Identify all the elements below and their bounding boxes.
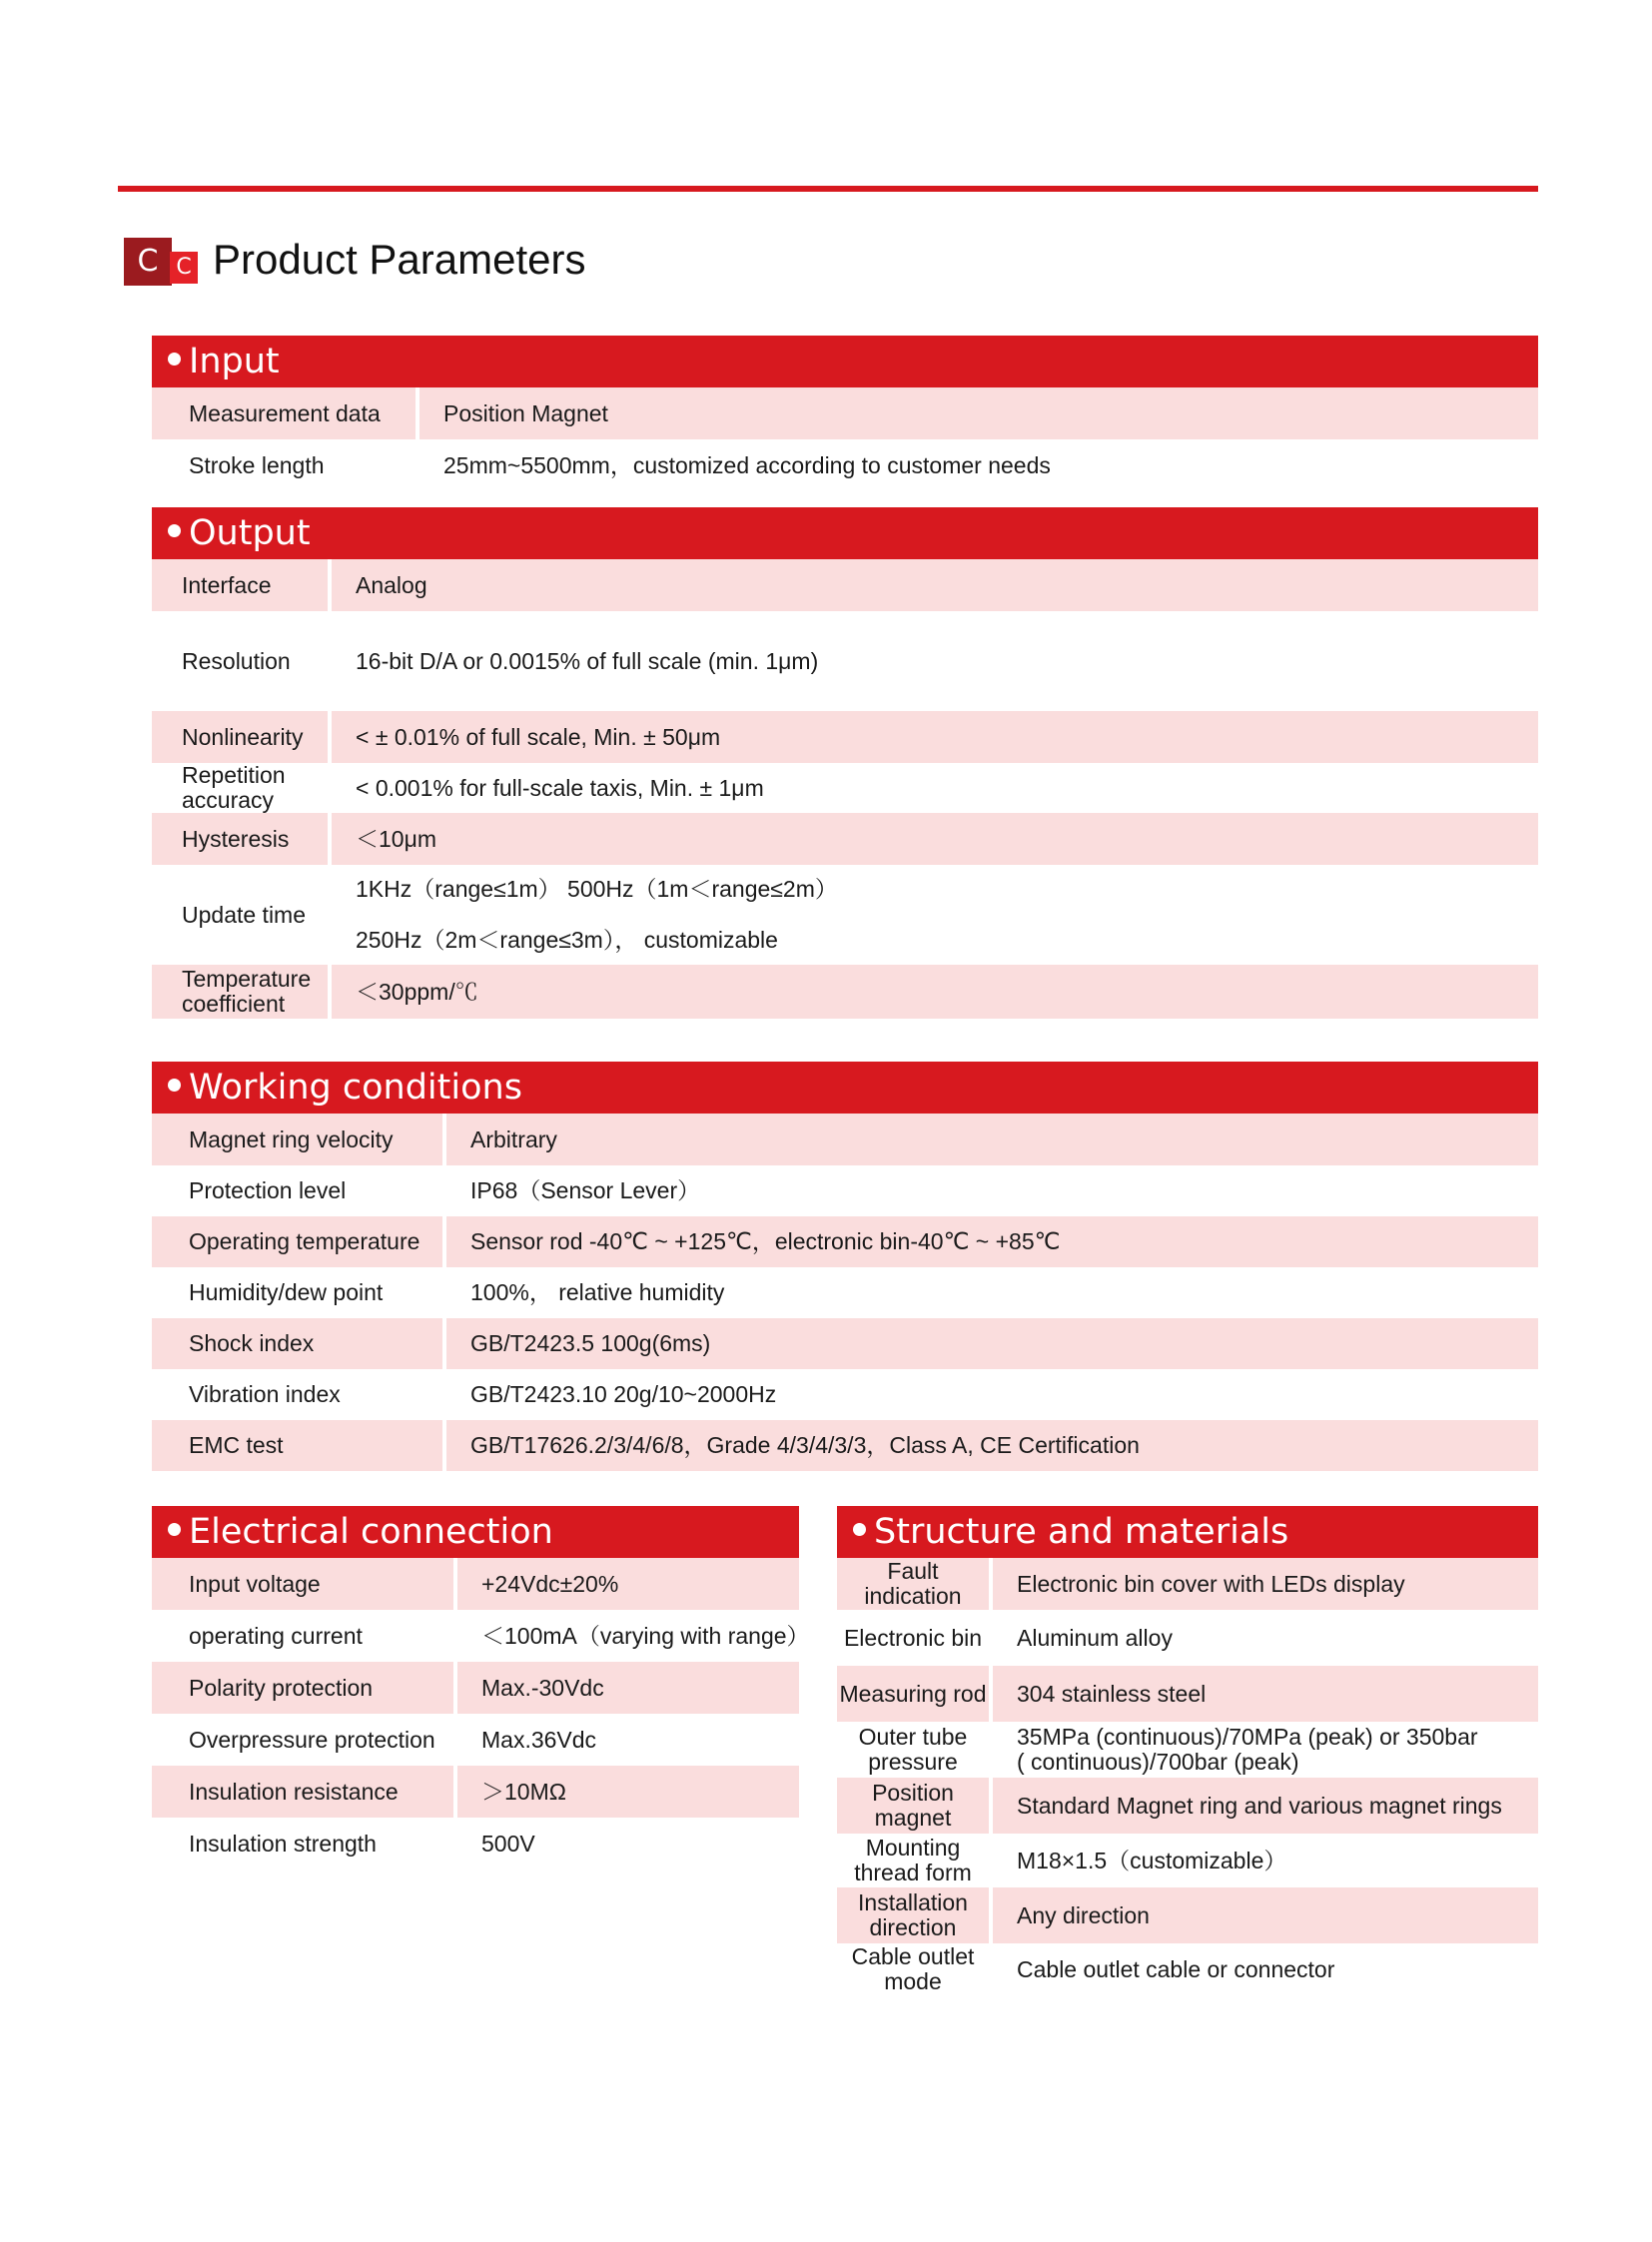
table-row (152, 1267, 1538, 1318)
param-value-line: ( continuous)/700bar (peak) (1017, 1749, 1299, 1775)
param-value (989, 1558, 1538, 1610)
param-value (989, 1834, 1538, 1887)
top-rule (118, 186, 1538, 192)
param-value (442, 1114, 1538, 1165)
param-label: Operating temperature (152, 1216, 442, 1267)
bullet-icon (168, 524, 181, 537)
table-row (152, 1662, 799, 1714)
table-row (152, 439, 1538, 491)
param-label: Resolution (182, 647, 291, 674)
section-title: Working conditions (189, 1068, 522, 1108)
brand-logo (124, 238, 194, 286)
table-row (152, 1714, 799, 1766)
param-value-line: ＜30ppm/℃ (356, 978, 478, 1005)
table-row (152, 965, 1538, 1019)
param-label: Update time (182, 901, 307, 928)
param-label: Temperature coefficient (152, 965, 328, 1019)
param-label: Protection level (189, 1177, 347, 1203)
param-value (989, 1887, 1538, 1943)
section-title: Input (189, 342, 280, 381)
section-header (837, 1506, 1538, 1558)
param-label: Shock index (152, 1318, 442, 1369)
param-value (328, 763, 1538, 813)
param-value-line: 500V (481, 1830, 535, 1857)
table-row (152, 711, 1538, 763)
param-label: Magnet ring velocity (152, 1114, 442, 1165)
section-working-conditions (152, 1062, 1538, 1471)
param-value-line: 25mm~5500mm，customized according to customer needs (443, 451, 1051, 478)
table-row (152, 1420, 1538, 1471)
section-structure-and-materials (837, 1506, 1538, 1995)
param-label: Electronic bin (843, 1624, 983, 1651)
param-value (442, 1318, 1538, 1369)
section-electrical-connection (152, 1506, 810, 1869)
param-value (989, 1943, 1538, 1995)
param-value (328, 611, 1538, 711)
table-row (152, 1558, 799, 1610)
table-row (152, 1114, 1538, 1165)
param-value (453, 1558, 799, 1610)
param-label: Vibration index (189, 1381, 341, 1407)
param-value-line: GB/T2423.5 100g(6ms) (470, 1330, 711, 1356)
table-row (152, 865, 1538, 965)
param-value (453, 1818, 799, 1869)
table-row (152, 1766, 799, 1818)
table-row (837, 1666, 1538, 1722)
param-label: Overpressure protection (189, 1726, 435, 1753)
section-title: Output (189, 513, 311, 553)
table-row (152, 387, 1538, 439)
section-input (152, 336, 1538, 491)
param-value-line: 1KHz（range≤1m） 500Hz（1m＜range≤2m） (356, 876, 838, 902)
param-label: Input voltage (152, 1558, 453, 1610)
param-value (453, 1766, 799, 1818)
table-row (152, 1818, 799, 1869)
table-row (152, 1610, 810, 1662)
param-value-line: Cable outlet cable or connector (1017, 1955, 1335, 1982)
param-value-line: ＜100mA（varying with range） (481, 1622, 810, 1649)
bullet-icon (168, 1523, 181, 1536)
param-value-line: 16-bit D/A or 0.0015% of full scale (min. 1μm) (356, 647, 819, 674)
page-title: Product Parameters (213, 236, 586, 283)
param-label: Position magnet (837, 1778, 989, 1834)
param-value-line: ＞10MΩ (481, 1778, 566, 1805)
param-value (442, 1216, 1538, 1267)
param-value-line: GB/T17626.2/3/4/6/8，Grade 4/3/4/3/3，Class A, CE Certification (470, 1432, 1140, 1458)
section-header (152, 336, 1538, 387)
param-label: Cable outlet mode (851, 1943, 975, 1994)
table-row (837, 1778, 1538, 1834)
param-value (415, 387, 1538, 439)
param-value (442, 1420, 1538, 1471)
param-label: Nonlinearity (152, 711, 328, 763)
param-label: Interface (152, 559, 328, 611)
param-label: Humidity/dew point (189, 1279, 384, 1305)
param-value (453, 1714, 799, 1766)
param-value-line: Analog (356, 571, 427, 598)
bullet-icon (168, 1079, 181, 1092)
param-value (442, 1165, 1538, 1216)
param-value (328, 965, 1538, 1019)
param-value (328, 865, 1538, 965)
param-label: Insulation resistance (152, 1766, 453, 1818)
param-value-line: 100%， relative humidity (470, 1279, 725, 1305)
param-value-line: +24Vdc±20% (481, 1570, 619, 1597)
param-value (328, 711, 1538, 763)
section-output (152, 507, 1538, 1019)
table-row (837, 1558, 1538, 1610)
param-label: Fault indication (837, 1558, 989, 1610)
logo-letter-small: C (170, 252, 198, 284)
param-value-line: Arbitrary (470, 1125, 557, 1152)
param-value-line: Sensor rod -40℃ ~ +125℃，electronic bin-40℃ ~ +85℃ (470, 1228, 1061, 1254)
param-label: operating current (189, 1622, 363, 1649)
table-row (152, 763, 1538, 813)
param-label: Hysteresis (152, 813, 328, 865)
param-value-line: 35MPa (continuous)/70MPa (peak) or 350bar (1017, 1724, 1478, 1750)
param-value (328, 559, 1538, 611)
param-value-line: < ± 0.01% of full scale, Min. ± 50μm (356, 723, 721, 750)
section-title: Electrical connection (189, 1512, 553, 1552)
param-value (442, 1267, 1538, 1318)
param-label: Insulation strength (189, 1830, 377, 1857)
param-value-line: Max.36Vdc (481, 1726, 597, 1753)
table-row (837, 1887, 1538, 1943)
param-value-line: Electronic bin cover with LEDs display (1017, 1570, 1405, 1597)
param-value-line: Standard Magnet ring and various magnet rings (1017, 1792, 1502, 1819)
param-label: Outer tube pressure (858, 1724, 968, 1775)
table-row (152, 559, 1538, 611)
table-row (837, 1834, 1538, 1887)
param-value-line: Position Magnet (443, 399, 608, 426)
table-row (837, 1943, 1538, 1995)
table-row (837, 1610, 1538, 1666)
table-row (837, 1722, 1538, 1778)
param-value (453, 1662, 799, 1714)
param-label: Stroke length (189, 451, 325, 478)
param-label: Measurement data (152, 387, 415, 439)
param-value (989, 1666, 1538, 1722)
param-value (453, 1610, 810, 1662)
param-value-line: Aluminum alloy (1017, 1624, 1173, 1651)
param-value-line: 304 stainless steel (1017, 1680, 1207, 1707)
param-value (415, 439, 1538, 491)
param-value-line: ＜10μm (356, 825, 436, 852)
param-value (442, 1369, 1538, 1420)
param-value (989, 1722, 1538, 1778)
table-row (152, 813, 1538, 865)
param-label: Measuring rod (837, 1666, 989, 1722)
table-row (152, 611, 1538, 711)
table-row (152, 1216, 1538, 1267)
param-value (989, 1610, 1538, 1666)
param-value (328, 813, 1538, 865)
param-label: Installation direction (837, 1887, 989, 1943)
section-header (152, 1506, 799, 1558)
section-title: Structure and materials (874, 1512, 1289, 1552)
param-value-line: Any direction (1017, 1901, 1150, 1928)
section-header (152, 507, 1538, 559)
param-value (989, 1778, 1538, 1834)
table-row (152, 1318, 1538, 1369)
section-header (152, 1062, 1538, 1114)
param-label: Polarity protection (152, 1662, 453, 1714)
param-label: Mounting thread form (854, 1835, 972, 1885)
param-value-line: GB/T2423.10 20g/10~2000Hz (470, 1381, 777, 1407)
param-value-line: < 0.001% for full-scale taxis, Min. ± 1μm (356, 774, 764, 801)
param-value-line: Max.-30Vdc (481, 1674, 604, 1701)
param-value-line: M18×1.5（customizable） (1017, 1847, 1287, 1873)
param-label: EMC test (152, 1420, 442, 1471)
table-row (152, 1165, 1538, 1216)
bullet-icon (168, 353, 181, 366)
logo-letter-big: C (124, 238, 172, 286)
param-label: Repetition accuracy (182, 762, 286, 813)
param-value-line: IP68（Sensor Lever） (470, 1177, 701, 1203)
table-row (152, 1369, 1538, 1420)
bullet-icon (853, 1523, 866, 1536)
param-value-line: 250Hz（2m＜range≤3m）， customizable (356, 927, 778, 953)
